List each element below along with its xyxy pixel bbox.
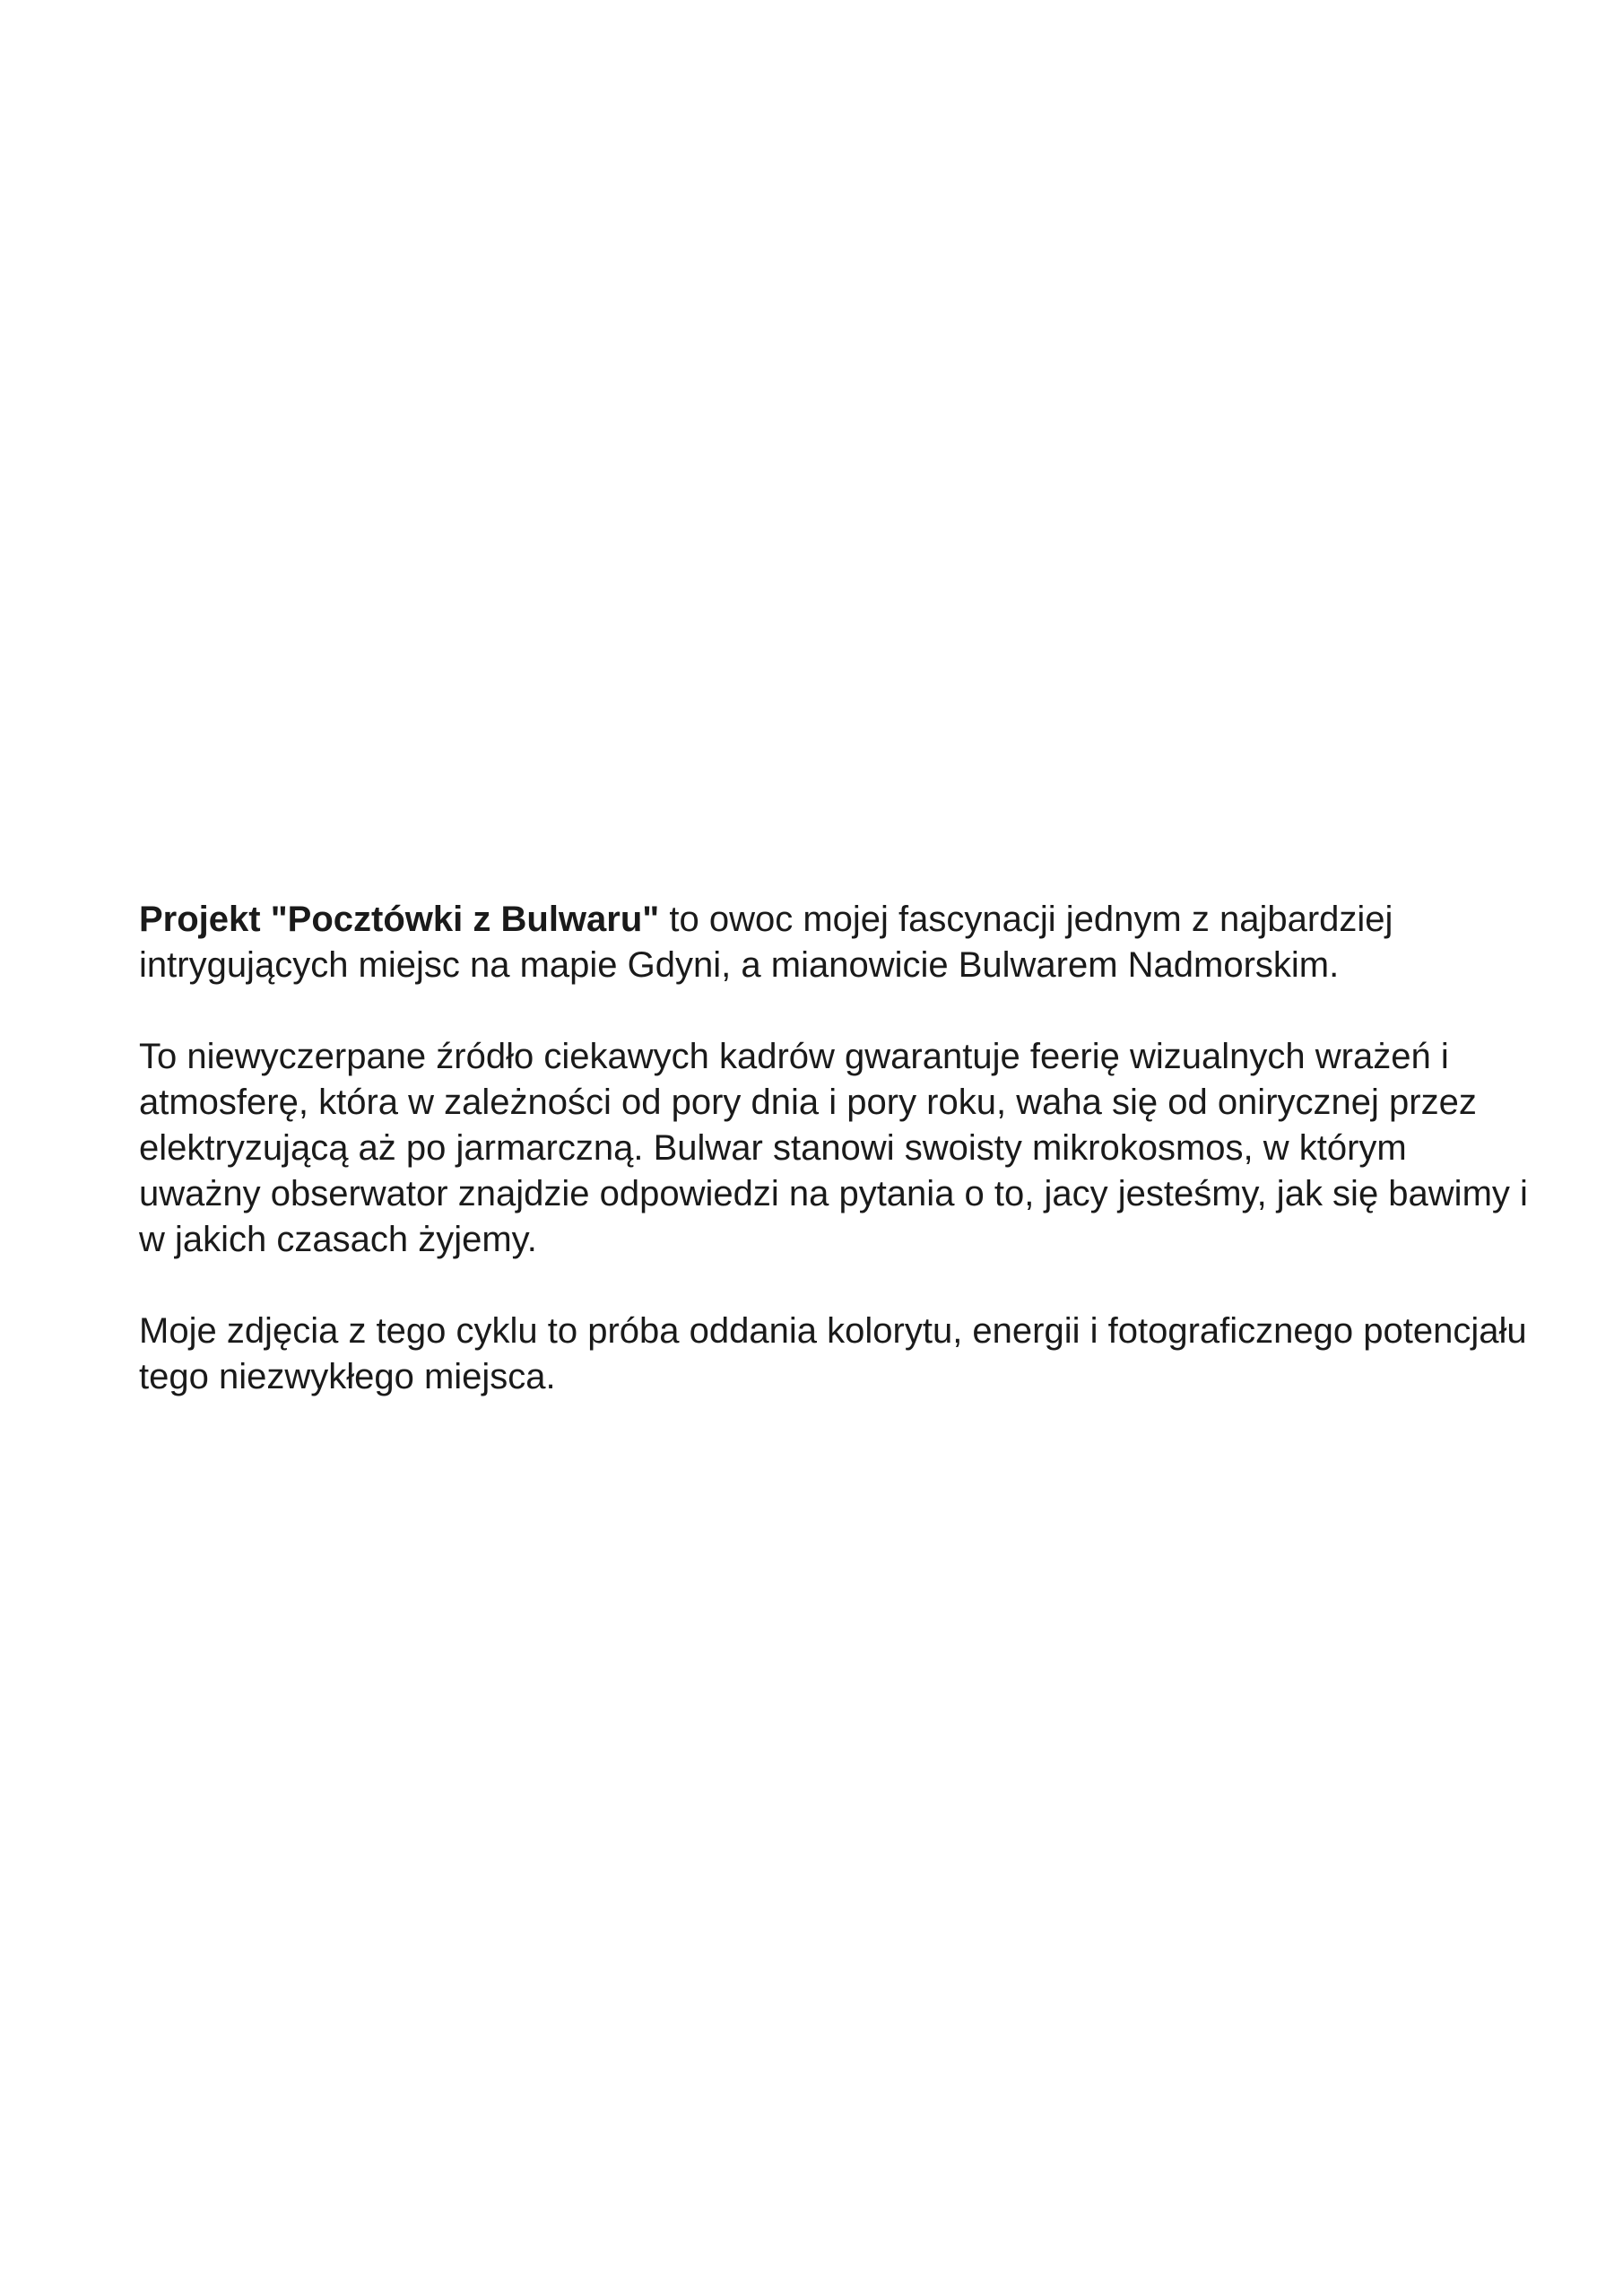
paragraph-intro-text: to owoc mojej fascynacji jednym z najbardziej intrygujących miejsc na mapie Gdyni, a mianowicie Bulwarem Nadmorskim. bbox=[139, 900, 1393, 985]
text-block bbox=[139, 897, 1538, 1400]
paragraph-description: To niewyczerpane źródło ciekawych kadrów gwarantuje feerię wizualnych wrażeń i atmosferę, która w zależności od pory dnia i pory roku, waha się od onirycznej przez elektryzującą aż po jarmarczną. Bulwar stanowi swoisty mikrokosmos, w którym uważny obserwator znajdzie odpowiedzi na pytania o to, jacy jesteśmy, jak się bawimy i w jakich czasach żyjemy. bbox=[139, 1037, 1528, 1259]
paragraph-conclusion: Moje zdjęcia z tego cyklu to próba oddania kolorytu, energii i fotograficznego potencjału tego niezwykłego miejsca. bbox=[139, 1311, 1527, 1396]
paragraph-intro bbox=[139, 897, 1538, 988]
project-title: Projekt "Pocztówki z Bulwaru" bbox=[139, 900, 660, 939]
